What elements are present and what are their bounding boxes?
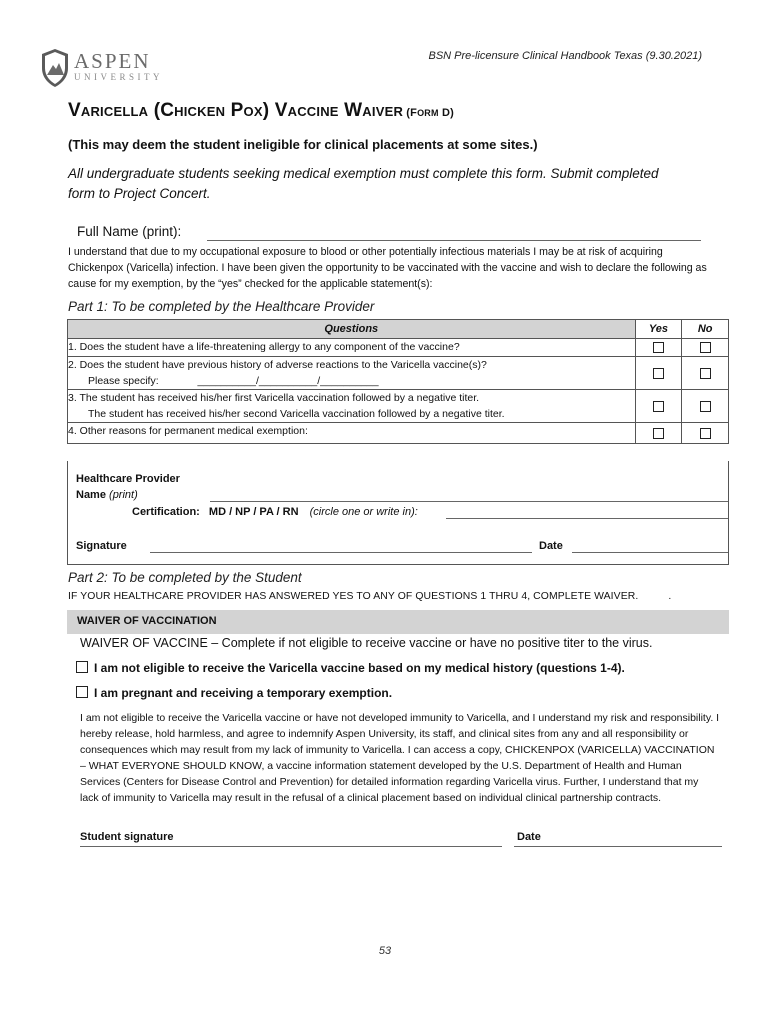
student-date-field[interactable] [514,846,722,847]
part1-heading: Part 1: To be completed by the Healthcare Provider [68,299,375,314]
provider-signature-field[interactable] [150,552,532,553]
q3-yes-checkbox[interactable] [635,390,682,423]
table-row [68,423,729,444]
eligibility-note: (This may deem the student ineligible for clinical placements at some sites.) [68,137,538,152]
full-name-field[interactable] [207,240,701,241]
healthcare-provider-label: Healthcare Provider [76,473,180,485]
specify-blank[interactable]: __________/__________/__________ [197,375,379,387]
table-row [68,339,729,357]
header-note: BSN Pre-licensure Clinical Handbook Texas (9.30.2021) [428,50,702,62]
provider-name-label: Name (print) [76,489,138,501]
student-signature-field[interactable] [80,846,502,847]
aspen-logo [74,50,163,82]
student-signature-label: Student signature [80,831,174,843]
question-3: 3. The student has received his/her first Varicella vaccination followed by a negative titer. The student has received his/her second Varicella vaccination followed by a negative titer. [68,390,636,423]
question-1: 1. Does the student have a life-threatening allergy to any component of the vaccine? [68,339,636,357]
q2-no-checkbox[interactable] [682,357,729,390]
q4-yes-checkbox[interactable] [635,423,682,444]
page-title: VARICELLA (CHICKEN POX) VACCINE WAIVER (FORM D) [68,100,454,121]
questions-header: Questions [68,320,636,339]
certification-options[interactable]: MD / NP / PA / RN [208,506,299,518]
q1-no-checkbox[interactable] [682,339,729,357]
waiver-body-text: I am not eligible to receive the Varicella vaccine or have not developed immunity to Varicella, and I understand my risk and responsibility. I hereby release, hold harmless, and agree to indemnify Aspen University, its staff, and clinical sites from any and all responsibility or consequences which may result from my lack of immunity to Varicella. I can access a copy, CHICKENPOX (VARICELLA) VACCINATION – WHAT EVERYONE SHOULD KNOW, a vaccine information statement developed by the U.S. Department of Health and Human Services (Centers for Disease Control and Prevention) for detailed information regarding Varicella virus. Further, I understand that my lack of immunity to Varicella may result in the refusal of a clinical placement based on individual clinical partnership contracts. [80,712,720,804]
signature-label: Signature [76,540,127,552]
q4-no-checkbox[interactable] [682,423,729,444]
part2-instruction: IF YOUR HEALTHCARE PROVIDER HAS ANSWERED YES TO ANY OF QUESTIONS 1 THRU 4, COMPLETE WAIVER. . [68,591,672,602]
q3-no-checkbox[interactable] [682,390,729,423]
date-label: Date [539,540,563,552]
questions-table [67,319,729,444]
pregnant-checkbox[interactable] [76,686,88,698]
logo-name: ASPEN [74,49,151,73]
student-date-label: Date [517,831,541,843]
option-not-eligible[interactable]: I am not eligible to receive the Varicella vaccine based on my medical history (questions 1-4). [76,661,625,675]
provider-section [67,461,729,565]
question-4: 4. Other reasons for permanent medical exemption: [68,423,636,444]
please-specify-label: Please specify: [88,375,159,387]
q1-yes-checkbox[interactable] [635,339,682,357]
question-2: 2. Does the student have previous history of adverse reactions to the Varicella vaccine(s)? Please specify: __________/__________/__________ [68,357,636,390]
certification-row: Certification: MD / NP / PA / RN (circle one or write in): [132,506,418,518]
full-name-label: Full Name (print): [77,224,182,239]
yes-header: Yes [635,320,682,339]
certification-field[interactable] [446,518,728,519]
understanding-statement: I understand that due to my occupational exposure to blood or other potentially infectious materials I may be at risk of acquiring Chickenpox (Varicella) infection. I have been given the opportunity to be vaccinated with the vaccine and wish to declare the following as cause for my exemption, by the “yes” checked for the applicable statement(s): [68,246,707,290]
waiver-instruction: WAIVER OF VACCINE – Complete if not eligible to receive vaccine or have no positive titer to the virus. [80,636,653,650]
not-eligible-checkbox[interactable] [76,661,88,673]
table-row [68,357,729,390]
part2-heading: Part 2: To be completed by the Student [68,570,302,585]
table-row [68,390,729,423]
q2-yes-checkbox[interactable] [635,357,682,390]
waiver-section-bar: WAIVER OF VACCINATION [67,610,729,634]
page-number: 53 [378,945,392,957]
no-header: No [682,320,729,339]
provider-date-field[interactable] [572,552,728,553]
instructions-text: All undergraduate students seeking medical exemption must complete this form. Submit completed form to Project Concert. [68,166,659,201]
logo-subtitle: UNIVERSITY [74,72,163,82]
provider-name-field[interactable] [210,501,728,502]
aspen-logo-shield-icon [40,48,70,88]
option-pregnant[interactable]: I am pregnant and receiving a temporary exemption. [76,686,392,700]
